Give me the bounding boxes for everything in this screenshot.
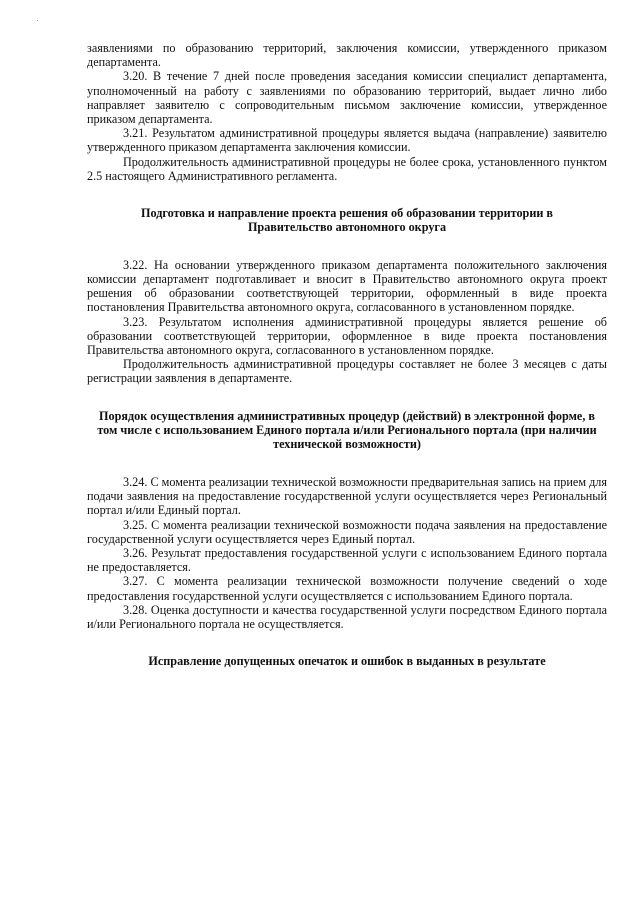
paragraph: 3.25. С момента реализации технической возможности подача заявления на предоставление государственной услуги осуществляется через Единый портал. xyxy=(87,517,607,546)
paragraph: 3.23. Результатом исполнения административной процедуры является решение об образовании соответствующей территории, оформленное в виде проекта постановления Правительства автономного округа, согласованного в установленном порядке. xyxy=(87,314,607,358)
paragraph: 3.20. В течение 7 дней после проведения заседания комиссии специалист департамента, уполномоченный на работу с заявлениями по образованию территорий, выдает лично либо направляет заявителю с сопроводительным письмом заключение комиссии, утвержденное приказом департамента. xyxy=(87,69,607,127)
paragraph: 3.21. Результатом административной процедуры является выдача (направление) заявителю утвержденного приказом департамента заключения комиссии. xyxy=(87,126,607,155)
section-commission-conclusion xyxy=(87,41,607,183)
heading-corrections: Исправление допущенных опечаток и ошибок в выданных в результате xyxy=(148,654,546,669)
section-project-preparation xyxy=(87,258,607,386)
scan-speck xyxy=(37,20,38,21)
paragraph: 3.26. Результат предоставления государственной услуги с использованием Единого портала не предоставляется. xyxy=(87,545,607,575)
paragraph: 3.22. На основании утвержденного приказом департамента положительного заключения комиссии департамент подготавливает и вносит в Правительство автономного округа проект решения об образовании соответствующей территории, оформленный в виде проекта постановления Правительства автономного округа, согласованного в установленном порядке. xyxy=(87,257,607,315)
paragraph: 3.28. Оценка доступности и качества государственной услуги посредством Единого портала и/или Регионального портала не осуществляется. xyxy=(87,602,607,631)
paragraph: 3.24. С момента реализации технической возможности предварительная запись на прием для подачи заявления на предоставление государственной услуги осуществляется через Региональный портал и/или Единый портал. xyxy=(87,474,607,518)
section-electronic-procedures xyxy=(87,475,607,631)
paragraph: Продолжительность административной процедуры составляет не более 3 месяцев с даты регистрации заявления в департаменте. xyxy=(87,357,607,386)
paragraph: 3.27. С момента реализации технической возможности получение сведений о ходе предоставления государственной услуги осуществляется с использованием Единого портала. xyxy=(87,574,607,603)
heading-electronic-procedures: Порядок осуществления административных процедур (действий) в электронной форме, в том числе с использованием Единого портала и/или Регионального портала (при наличии технической возможности) xyxy=(97,408,597,452)
heading-project-preparation: Подготовка и направление проекта решения об образовании территории в Правительство автономного округа xyxy=(140,206,554,235)
paragraph: заявлениями по образованию территорий, заключения комиссии, утвержденного приказом департамента. xyxy=(87,41,607,70)
paragraph: Продолжительность административной процедуры не более срока, установленного пунктом 2.5 настоящего Административного регламента. xyxy=(87,154,607,183)
